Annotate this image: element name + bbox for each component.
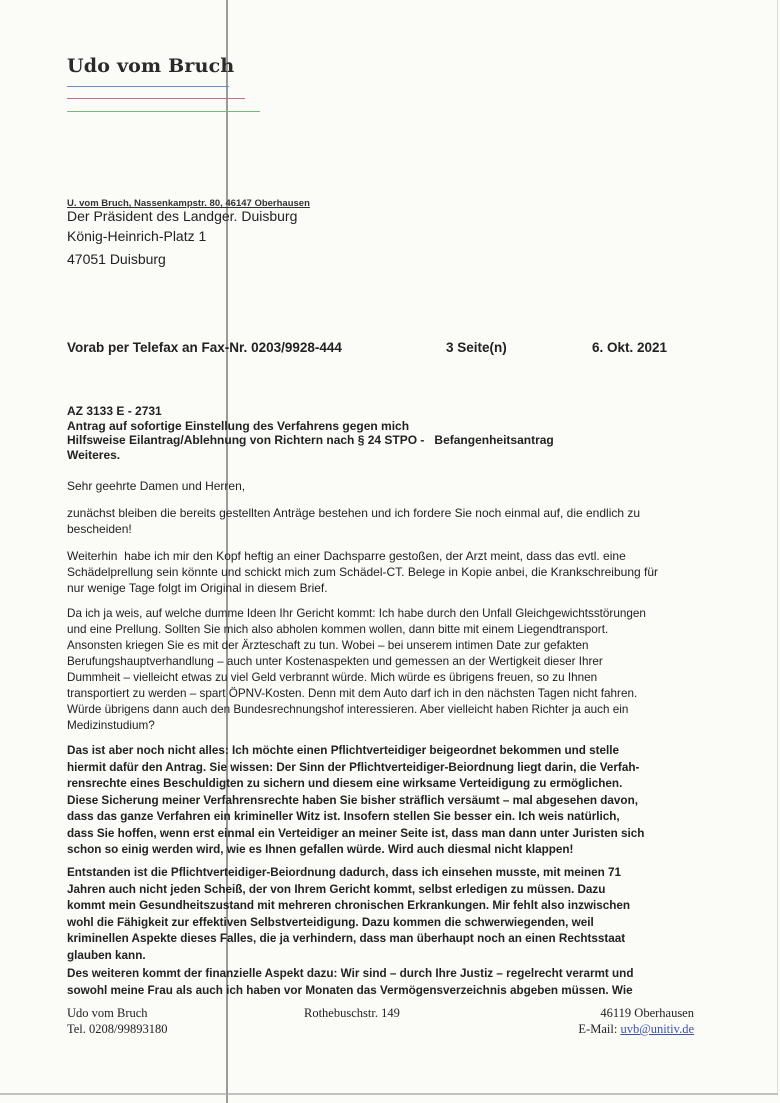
subject-line-2: Hilfsweise Eilantrag/Ablehnung von Richtern nach § 24 STPO - Befangenheitsantrag: [67, 433, 554, 447]
paragraph-line: hiermit dafür den Antrag. Sie wissen: Der Sinn der Pflichtverteidiger-Beiordnung liegt darin, die Verfah-: [67, 760, 640, 774]
paragraph-line: dass das ganze Verfahren ein krimineller Witz ist. Insofern stellen Sie besser ein. Ich weis natürlich,: [67, 810, 620, 823]
letter-date: 6. Okt. 2021: [592, 340, 668, 355]
paragraph-line: zunächst bleiben die bereits gestellten Anträge bestehen und ich fordere Sie noch einmal auf, die endlich zu: [67, 506, 641, 520]
paragraph-line: und eine Prellung. Sollten Sie mich also abholen kommen wollen, dann bitte mit einem Liegendtransport.: [67, 623, 609, 636]
fax-line: Vorab per Telefax an Fax-Nr. 0203/9928-444: [67, 340, 342, 355]
paragraph-5: [67, 865, 727, 964]
paragraph-6: [67, 966, 727, 999]
paragraph-line: Das ist aber noch nicht alles: Ich möchte einen Pflichtverteidiger beigeordnet bekommen und stelle: [67, 744, 620, 757]
paragraph-line: kriminellen Aspekte dieses Falles, die ja verhindern, dass man überhaupt noch an einen Rechtsstaat: [67, 932, 626, 945]
footer-street: Rothebuschstr. 149: [304, 1006, 400, 1020]
letterhead-line-pink: [67, 98, 245, 99]
paragraph-line: Ansonsten kriegen Sie es mit der Ärzteschaft zu tun. Wobei – bei unserem intimen Date zur gefakten: [67, 639, 589, 652]
paragraph-line: Jahren auch nicht jeden Scheiß, der von Ihrem Gericht kommt, selbst erledigen zu müssen. Dazu: [67, 882, 606, 896]
paragraph-3: [67, 606, 727, 734]
subject-block: [67, 404, 554, 462]
letterhead-line-blue: [67, 86, 229, 87]
paragraph-line: Medizinstudium?: [67, 719, 155, 732]
email-link[interactable]: uvb@unitiv.de: [620, 1022, 694, 1036]
sender-return-address: U. vom Bruch, Nassenkampstr. 80, 46147 Oberhausen: [67, 198, 310, 209]
recipient-city: 47051 Duisburg: [67, 251, 166, 267]
paragraph-line: sowohl meine Frau als auch ich haben vor Monaten das Vermögensverzeichnis abgeben müssen. Wie: [67, 983, 633, 997]
subject-line-1: Antrag auf sofortige Einstellung des Verfahrens gegen mich: [67, 418, 410, 433]
footer-city: 46119 Oberhausen: [600, 1006, 694, 1020]
paragraph-line: kommt mein Gesundheitszustand mit mehreren chronischen Erkrankungen. Mir fehlt also inzwischen: [67, 899, 631, 912]
letterhead-line-green: [67, 111, 260, 112]
paragraph-line: Weiterhin habe ich mir den Kopf heftig an einer Dachsparre gestoßen, der Arzt meint, dass das evtl. eine: [67, 549, 626, 563]
paragraph-line: schon so einig werden wird, wie es Ihnen gefallen würde. Wird auch diesmal nicht klappen!: [67, 843, 574, 856]
paragraph-2: [67, 548, 727, 596]
salutation: Sehr geehrte Damen und Herren,: [67, 479, 246, 493]
footer-name: Udo vom Bruch: [67, 1006, 148, 1020]
subject-line-3: Weiteres.: [67, 447, 121, 462]
scan-edge-line-bottom: [0, 1093, 778, 1095]
paragraph-line: Diese Sicherung meiner Verfahrensrechte haben Sie bisher sträflich versäumt – mal abgesehen davon,: [67, 793, 638, 807]
recipient-line-2: König-Heinrich-Platz 1: [67, 228, 207, 244]
footer-phone: Tel. 0208/99893180: [67, 1022, 168, 1036]
paragraph-line: Schädelprellung sein könnte und schickt mich zum Schädel-CT. Belege in Kopie anbei, die Krankschreibung für: [67, 565, 659, 579]
email-separator: :: [613, 1022, 621, 1036]
footer-contact-block: [544, 1005, 694, 1037]
paragraph-1: [67, 505, 727, 537]
paragraph-line: glauben kann.: [67, 948, 146, 962]
email-label: E-Mail: [578, 1022, 614, 1036]
page-count: 3 Seite(n): [446, 340, 507, 355]
letterhead-name: Udo vom Bruch: [67, 55, 235, 77]
paragraph-line: Des weiteren kommt der finanzielle Aspekt dazu: Wir sind – durch Ihre Justiz – regelrecht verarmt und: [67, 967, 634, 980]
paragraph-line: nur wenige Tage folgt im Original in diesem Brief.: [67, 581, 328, 595]
case-number: AZ 3133 E - 2731: [67, 404, 162, 418]
paragraph-line: rensrechte eines Beschuldigten zu sichern und diesem eine wirksame Verteidigung zu ermöglichen.: [67, 777, 623, 790]
paragraph-4: [67, 743, 727, 859]
recipient-line-1: Der Präsident des Landger. Duisburg: [67, 208, 298, 224]
paragraph-line: Würde übrigens dann auch den Bundesrechnungshof interessieren. Aber vielleicht haben Richter ja auch ein: [67, 703, 629, 716]
scan-edge-right: [777, 0, 778, 1093]
paragraph-line: transportiert zu werden – spart ÖPNV-Kosten. Denn mit dem Auto darf ich in den nächsten Tagen nicht fahren.: [67, 687, 638, 700]
paragraph-line: Berufungshauptverhandlung – auch unter Kostenaspekten und gemessen an der Wertigkeit dieser Ihrer: [67, 655, 603, 668]
paragraph-line: bescheiden!: [67, 522, 132, 536]
paragraph-line: dass Sie hoffen, wenn erst einmal ein Verteidiger an meiner Seite ist, dass man dann unter Juristen sich: [67, 826, 645, 840]
paragraph-line: Entstanden ist die Pflichtverteidiger-Beiordnung dadurch, dass ich einsehen musste, mit meinen 71: [67, 866, 621, 879]
footer-name-block: [67, 1005, 168, 1037]
footer-email-row: [544, 1021, 694, 1037]
paragraph-line: Dummheit – vielleicht etwas zu viel Geld verbrannt würde. Mich würde es übrigens freuen, so zu Ihnen: [67, 671, 598, 684]
paragraph-line: wohl die Fähigkeit zur effektiven Selbstverteidigung. Dazu kommen die schwerwiegenden, weil: [67, 915, 594, 929]
paragraph-line: Da ich ja weis, auf welche dumme Ideen Ihr Gericht kommt: Ich habe durch den Unfall Gleichgewichtsstörungen: [67, 607, 646, 620]
